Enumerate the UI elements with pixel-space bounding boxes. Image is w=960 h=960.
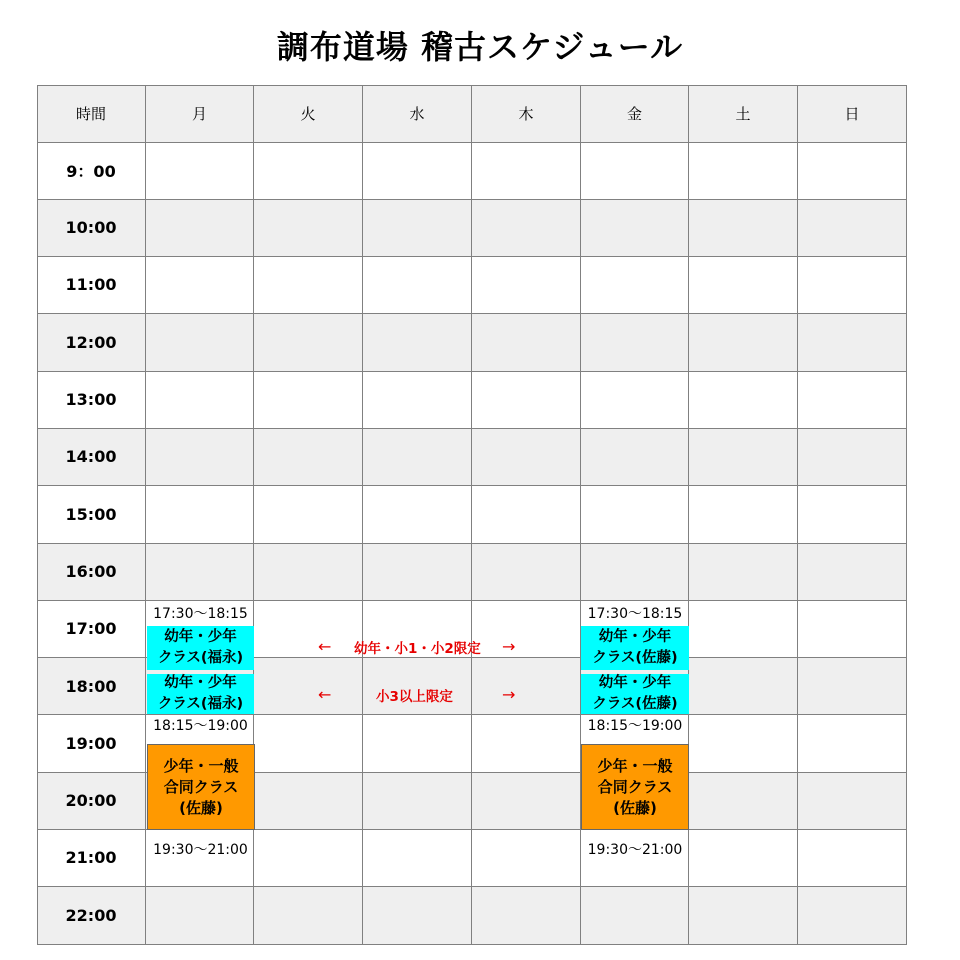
time-label: 20:00 [37, 772, 146, 830]
schedule-cell [146, 486, 254, 544]
time-label: 22:00 [37, 887, 146, 945]
schedule-cell [472, 142, 581, 200]
header-time: 時間 [37, 85, 146, 143]
friday-youth-class-2: 幼年・少年 クラス(佐藤) [581, 674, 689, 714]
time-label: 9：00 [37, 142, 146, 200]
schedule-cell [363, 772, 472, 830]
schedule-cell [798, 658, 907, 716]
schedule-cell [689, 658, 798, 716]
note2-text: 小3以上限定 [376, 689, 453, 705]
friday-general-class: 少年・一般 合同クラス (佐藤) [581, 744, 689, 830]
schedule-cell [363, 830, 472, 888]
schedule-cell [581, 257, 689, 315]
friday-late-time: 19:30〜21:00 [587, 842, 683, 858]
time-label: 13:00 [37, 371, 146, 429]
schedule-cell [146, 887, 254, 945]
schedule-cell [581, 142, 689, 200]
schedule-cell [254, 486, 363, 544]
schedule-cell [472, 199, 581, 257]
schedule-cell [798, 486, 907, 544]
schedule-cell [689, 543, 798, 601]
schedule-cell [472, 658, 581, 716]
time-label: 12:00 [37, 314, 146, 372]
schedule-cell [254, 371, 363, 429]
header-day: 土 [689, 85, 798, 143]
schedule-cell [146, 429, 254, 487]
schedule-cell [581, 429, 689, 487]
schedule-cell [146, 257, 254, 315]
time-label: 16:00 [37, 543, 146, 601]
time-label: 10:00 [37, 199, 146, 257]
schedule-cell [254, 543, 363, 601]
header-day: 月 [146, 85, 254, 143]
schedule-cell [363, 199, 472, 257]
schedule-cell [254, 887, 363, 945]
schedule-cell [689, 600, 798, 658]
schedule-cell [254, 830, 363, 888]
schedule-cell [798, 314, 907, 372]
schedule-cell [254, 142, 363, 200]
schedule-cell [798, 887, 907, 945]
schedule-cell [798, 830, 907, 888]
schedule-cell [472, 486, 581, 544]
schedule-cell [472, 887, 581, 945]
schedule-cell [472, 830, 581, 888]
schedule-cell [254, 257, 363, 315]
schedule-cell [254, 199, 363, 257]
friday-youth-class-1: 幼年・少年 クラス(佐藤) [581, 626, 689, 670]
schedule-cell [472, 772, 581, 830]
schedule-cell [254, 600, 363, 658]
time-label: 17:00 [37, 600, 146, 658]
schedule-cell [254, 715, 363, 773]
schedule-cell [689, 830, 798, 888]
schedule-cell [689, 142, 798, 200]
schedule-cell [581, 314, 689, 372]
schedule-cell [363, 543, 472, 601]
schedule-cell [363, 486, 472, 544]
schedule-cell [798, 199, 907, 257]
time-label: 21:00 [37, 830, 146, 888]
schedule-cell [472, 314, 581, 372]
schedule-cell [472, 543, 581, 601]
schedule-cell [146, 314, 254, 372]
schedule-cell [254, 658, 363, 716]
header-day: 日 [798, 85, 907, 143]
note1-left-arrow: ← [318, 637, 332, 656]
monday-youth-class-2: 幼年・少年 クラス(福永) [147, 674, 254, 714]
schedule-cell [363, 314, 472, 372]
schedule-cell [254, 772, 363, 830]
schedule-cell [146, 371, 254, 429]
schedule-cell [581, 486, 689, 544]
friday-general-time: 18:15〜19:00 [587, 718, 683, 734]
header-day: 火 [254, 85, 363, 143]
schedule-cell [689, 715, 798, 773]
schedule-cell [798, 715, 907, 773]
monday-youth-time: 17:30〜18:15 [153, 606, 248, 622]
monday-general-time: 18:15〜19:00 [153, 718, 248, 734]
schedule-cell [363, 257, 472, 315]
note1-text: 幼年・小1・小2限定 [354, 641, 481, 657]
schedule-cell [146, 142, 254, 200]
schedule-cell [581, 199, 689, 257]
schedule-cell [798, 600, 907, 658]
schedule-cell [689, 257, 798, 315]
header-day: 金 [581, 85, 689, 143]
time-label: 11:00 [37, 257, 146, 315]
schedule-cell [689, 887, 798, 945]
monday-youth-class-1: 幼年・少年 クラス(福永) [147, 626, 254, 670]
note2-left-arrow: ← [318, 685, 332, 704]
schedule-cell [146, 199, 254, 257]
note2-right-arrow: → [502, 685, 516, 704]
schedule-cell [363, 887, 472, 945]
schedule-cell [363, 371, 472, 429]
page-title: 調布道場 稽古スケジュール [276, 28, 684, 66]
schedule-cell [798, 772, 907, 830]
header-day: 水 [363, 85, 472, 143]
schedule-cell [798, 371, 907, 429]
time-label: 15:00 [37, 486, 146, 544]
schedule-cell [689, 314, 798, 372]
schedule-cell [798, 543, 907, 601]
schedule-cell [472, 715, 581, 773]
schedule-cell [689, 486, 798, 544]
schedule-cell [689, 371, 798, 429]
schedule-cell [146, 543, 254, 601]
time-label: 14:00 [37, 429, 146, 487]
schedule-cell [798, 257, 907, 315]
schedule-cell [798, 142, 907, 200]
schedule-cell [363, 715, 472, 773]
schedule-cell [581, 887, 689, 945]
schedule-cell [581, 543, 689, 601]
schedule-cell [472, 257, 581, 315]
time-label: 18:00 [37, 658, 146, 716]
schedule-cell [689, 199, 798, 257]
header-day: 木 [472, 85, 581, 143]
schedule-cell [363, 429, 472, 487]
schedule-cell [689, 772, 798, 830]
monday-general-class: 少年・一般 合同クラス (佐藤) [147, 744, 255, 830]
note1-right-arrow: → [502, 637, 516, 656]
schedule-cell [472, 371, 581, 429]
schedule-cell [254, 429, 363, 487]
schedule-cell [472, 600, 581, 658]
monday-late-time: 19:30〜21:00 [153, 842, 248, 858]
schedule-cell [472, 429, 581, 487]
schedule-cell [581, 371, 689, 429]
time-label: 19:00 [37, 715, 146, 773]
schedule-cell [363, 142, 472, 200]
schedule-cell [798, 429, 907, 487]
friday-youth-time: 17:30〜18:15 [587, 606, 683, 622]
schedule-cell [689, 429, 798, 487]
schedule-cell [254, 314, 363, 372]
